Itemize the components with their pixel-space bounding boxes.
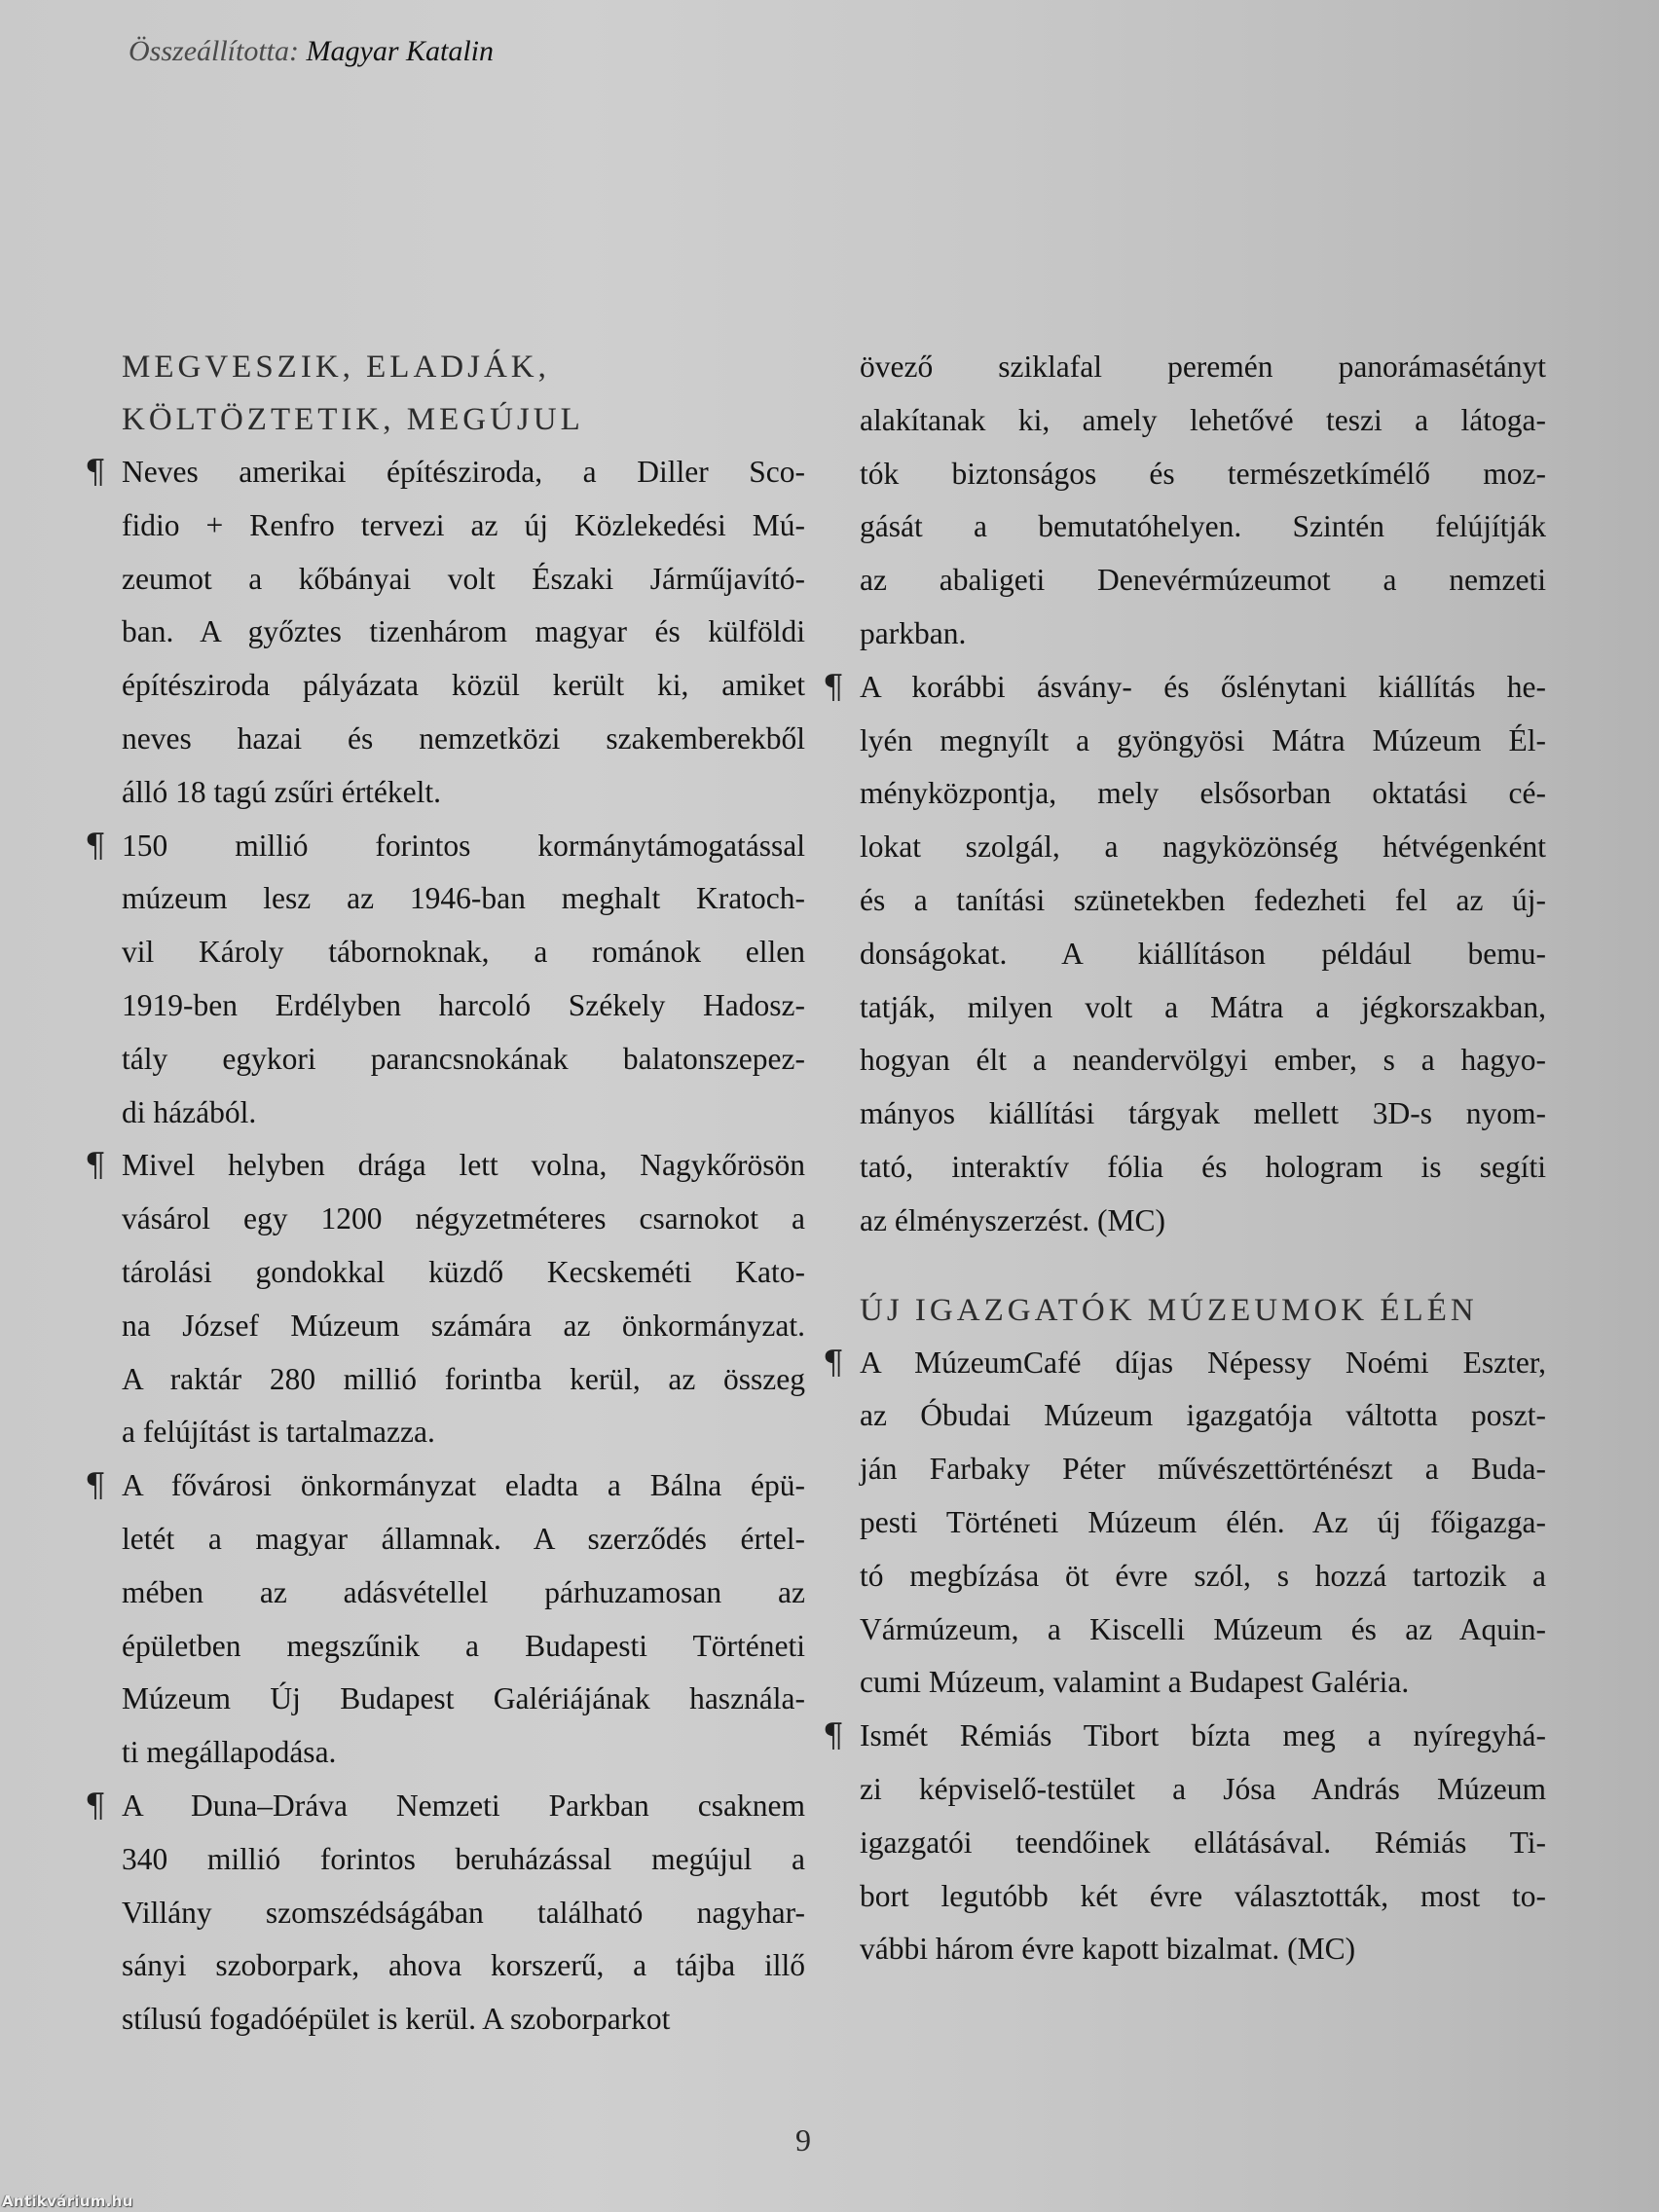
text-line: Villány szomszédságában található nagyhar-: [122, 1895, 805, 1930]
text-line: építésziroda pályázata közül került ki, amiket: [122, 668, 805, 703]
section-heading-uj-igazgatok: ÚJ IGAZGATÓK MÚZEUMOK ÉLÉN: [860, 1292, 1478, 1328]
page-number: 9: [795, 2122, 811, 2157]
text-line: A raktár 280 millió forintba kerül, az összeg: [122, 1361, 805, 1396]
text-line: tály egykori parancsnokának balatonszepez-: [122, 1041, 805, 1076]
text-line: zi képviselő-testület a Jósa András Múzeum: [860, 1771, 1546, 1806]
text-line: Múzeum Új Budapest Galériájának használa-: [122, 1681, 805, 1716]
text-line: letét a magyar államnak. A szerződés értel-: [122, 1521, 805, 1556]
left-column: [85, 341, 805, 2046]
text-line: A fővárosi önkormányzat eladta a Bálna épü-: [122, 1468, 805, 1503]
news-paragraph: [823, 1337, 1546, 1711]
text-line: hogyan élt a neandervölgyi ember, s a hagyo-: [860, 1043, 1546, 1078]
text-line: ján Farbaky Péter művészettörténészt a Buda-: [860, 1452, 1546, 1487]
text-line: épületben megszűnik a Budapesti Történeti: [122, 1628, 805, 1663]
pilcrow-icon: ¶: [85, 1466, 106, 1506]
continuation-paragraph: [860, 341, 1546, 661]
text-line: ban. A győztes tizenhárom magyar és külföldi: [122, 614, 805, 649]
text-line: lyén megnyílt a gyöngyösi Mátra Múzeum Él-: [860, 722, 1546, 757]
text-line: gását a bemutatóhelyen. Szintén felújítják: [860, 509, 1546, 544]
text-line: A MúzeumCafé díjas Népessy Noémi Eszter,: [860, 1345, 1546, 1380]
credit-name: Magyar Katalin: [306, 35, 495, 67]
text-line: neves hazai és nemzetközi szakemberekből: [122, 720, 805, 756]
text-line: mányos kiállítási tárgyak mellett 3D-s nyom-: [860, 1096, 1546, 1131]
text-line: na József Múzeum számára az önkormányzat.: [122, 1308, 805, 1343]
heading-line: KÖLTÖZTETIK, MEGÚJUL: [122, 402, 584, 437]
right-column: [823, 341, 1546, 1976]
text-line: di házából.: [122, 1094, 257, 1129]
text-line: az élményszerzést. (MC): [860, 1202, 1165, 1237]
news-paragraph-continued: [860, 341, 1546, 661]
pilcrow-icon: ¶: [85, 826, 106, 866]
text-line: Mivel helyben drága lett volna, Nagykőrösön: [122, 1148, 805, 1183]
text-line: vásárol egy 1200 négyzetméteres csarnokot a: [122, 1201, 805, 1236]
text-line: 340 millió forintos beruházással megújul a: [122, 1841, 805, 1876]
news-paragraph: [85, 1459, 805, 1780]
heading-spacer: [860, 1248, 1546, 1284]
text-line: cumi Múzeum, valamint a Budapest Galéria.: [860, 1665, 1410, 1700]
compiler-credit: [129, 35, 494, 68]
text-line: övező sziklafal peremén panorámasétányt: [860, 350, 1546, 384]
text-line: sányi szoborpark, ahova korszerű, a tájba illő: [122, 1948, 805, 1983]
text-line: tárolási gondokkal küzdő Kecskeméti Kato-: [122, 1254, 805, 1289]
text-line: 1919-ben Erdélyben harcoló Székely Hadosz-: [122, 987, 805, 1022]
pilcrow-icon: ¶: [823, 1716, 844, 1756]
pilcrow-icon: ¶: [823, 667, 844, 707]
news-paragraph: [85, 820, 805, 1140]
pilcrow-icon: ¶: [823, 1343, 844, 1382]
text-line: zeumot a kőbányai volt Északi Járműjavító-: [122, 561, 805, 596]
text-line: tók biztonságos és természetkímélő moz-: [860, 456, 1546, 491]
pilcrow-icon: ¶: [85, 453, 106, 492]
text-line: tató, interaktív fólia és hologram is segíti: [860, 1149, 1546, 1184]
right-paragraph-list-before-heading: [823, 661, 1546, 1248]
text-line: mében az adásvétellel párhuzamosan az: [122, 1574, 805, 1609]
text-line: álló 18 tagú zsűri értékelt.: [122, 774, 442, 809]
text-line: az abaligeti Denevérmúzeumot a nemzeti: [860, 563, 1546, 598]
text-line: ményközpontja, mely elsősorban oktatási cé-: [860, 776, 1546, 811]
heading-line: MEGVESZIK, ELADJÁK,: [122, 350, 550, 385]
watermark-logo: Antikvárium.hu: [2, 2193, 133, 2210]
section-heading-megveszik: [122, 341, 805, 446]
text-line: donságokat. A kiállításon például bemu-: [860, 936, 1546, 971]
text-line: az Óbudai Múzeum igazgatója váltotta poszt-: [860, 1398, 1546, 1433]
text-line: Neves amerikai építésziroda, a Diller Sco-: [122, 455, 805, 489]
text-line: parkban.: [860, 615, 967, 650]
left-paragraph-list: [85, 446, 805, 2046]
text-line: vábbi három évre kapott bizalmat. (MC): [860, 1932, 1356, 1967]
text-line: A korábbi ásvány- és őslénytani kiállítás he-: [860, 669, 1546, 704]
news-paragraph: [85, 1780, 805, 2046]
text-line: lokat szolgál, a nagyközönség hétvégenként: [860, 830, 1546, 865]
news-paragraph: [85, 1139, 805, 1459]
text-line: A Duna–Dráva Nemzeti Parkban csaknem: [122, 1788, 805, 1823]
text-line: a felújítást is tartalmazza.: [122, 1415, 435, 1450]
pilcrow-icon: ¶: [85, 1786, 106, 1825]
text-line: bort legutóbb két évre választották, most to-: [860, 1878, 1546, 1913]
text-line: vil Károly tábornoknak, a románok ellen: [122, 935, 805, 970]
text-line: pesti Történeti Múzeum élén. Az új főigazga-: [860, 1504, 1546, 1539]
text-line: Vármúzeum, a Kiscelli Múzeum és az Aquin-: [860, 1611, 1546, 1646]
text-line: alakítanak ki, amely lehetővé teszi a látoga-: [860, 402, 1546, 437]
text-line: Ismét Rémiás Tibort bízta meg a nyíregyhá-: [860, 1718, 1546, 1753]
news-paragraph: [823, 661, 1546, 1248]
pilcrow-icon: ¶: [85, 1146, 106, 1186]
text-line: tó megbízása öt évre szól, s hozzá tartozik a: [860, 1558, 1546, 1593]
text-line: ti megállapodása.: [122, 1735, 337, 1770]
text-line: tatják, milyen volt a Mátra a jégkorszakban,: [860, 989, 1546, 1024]
text-line: múzeum lesz az 1946-ban meghalt Kratoch-: [122, 881, 805, 916]
news-paragraph: [823, 1710, 1546, 1976]
credit-label: Összeállította:: [129, 35, 300, 67]
text-line: 150 millió forintos kormánytámogatással: [122, 828, 805, 863]
news-paragraph: [85, 446, 805, 820]
text-line: igazgatói teendőinek ellátásával. Rémiás Ti-: [860, 1825, 1546, 1860]
right-paragraph-list-after-heading: [823, 1337, 1546, 1977]
text-line: és a tanítási szünetekben fedezheti fel az új-: [860, 882, 1546, 917]
text-line: stílusú fogadóépület is kerül. A szoborparkot: [122, 2002, 671, 2037]
text-line: fidio + Renfro tervezi az új Közlekedési Mú-: [122, 507, 805, 542]
